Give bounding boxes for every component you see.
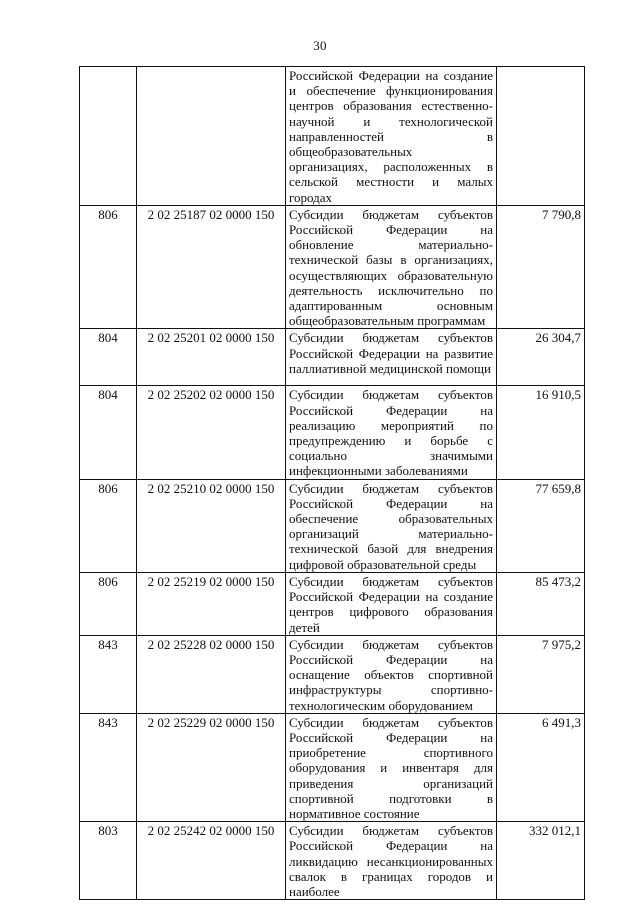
page-number: 30 — [313, 38, 327, 53]
amount-cell: 85 473,2 — [497, 572, 585, 635]
budget-classification-code-cell: 2 02 25201 02 0000 150 — [137, 329, 286, 386]
amount-cell: 77 659,8 — [497, 479, 585, 572]
table-row — [80, 635, 585, 713]
table-row — [80, 572, 585, 635]
budget-classification-code-cell: 2 02 25219 02 0000 150 — [137, 572, 286, 635]
budget-classification-code-cell: 2 02 25202 02 0000 150 — [137, 386, 286, 479]
table-row — [80, 713, 585, 821]
budget-classification-code-cell: 2 02 25228 02 0000 150 — [137, 635, 286, 713]
admin-code-cell — [80, 67, 137, 206]
admin-code-cell: 806 — [80, 572, 137, 635]
table-row — [80, 67, 585, 206]
table-row — [80, 386, 585, 479]
admin-code-cell: 806 — [80, 479, 137, 572]
income-description-cell: Субсидии бюджетам субъектов Российской Федерации на развитие паллиативной медицинской помощи — [286, 329, 497, 386]
budget-classification-code-cell: 2 02 25210 02 0000 150 — [137, 479, 286, 572]
income-description-cell: Российской Федерации на создание и обеспечение функционирования центров образования естественно-научной и технологической направленностей в общеобразовательных организациях, расположенных в сельской местности и малых городах — [286, 67, 497, 206]
table-row — [80, 822, 585, 900]
income-description-cell: Субсидии бюджетам субъектов Российской Федерации на реализацию мероприятий по предупреждению и борьбе с социально значимыми инфекционными заболеваниями — [286, 386, 497, 479]
amount-cell: 7 790,8 — [497, 205, 585, 329]
admin-code-cell: 803 — [80, 822, 137, 900]
admin-code-cell: 843 — [80, 713, 137, 821]
income-description-cell: Субсидии бюджетам субъектов Российской Федерации на ликвидацию несанкционированных свалок в границах городов и наиболее — [286, 822, 497, 900]
amount-cell: 6 491,3 — [497, 713, 585, 821]
admin-code-cell: 804 — [80, 329, 137, 386]
income-description-cell: Субсидии бюджетам субъектов Российской Федерации на обеспечение образовательных организаций материально-технической базой для внедрения цифровой образовательной среды — [286, 479, 497, 572]
income-description-cell: Субсидии бюджетам субъектов Российской Федерации на обновление материально-технической базы в организациях, осуществляющих образовательную деятельность исключительно по адаптированным основным общеобразовательным программам — [286, 205, 497, 329]
amount-cell: 26 304,7 — [497, 329, 585, 386]
amount-cell: 332 012,1 — [497, 822, 585, 900]
table-row — [80, 205, 585, 329]
amount-cell: 7 975,2 — [497, 635, 585, 713]
table-row — [80, 479, 585, 572]
budget-classification-code-cell: 2 02 25242 02 0000 150 — [137, 822, 286, 900]
admin-code-cell: 806 — [80, 205, 137, 329]
budget-revenue-table — [79, 66, 585, 900]
budget-classification-code-cell — [137, 67, 286, 206]
admin-code-cell: 804 — [80, 386, 137, 479]
admin-code-cell: 843 — [80, 635, 137, 713]
income-description-cell: Субсидии бюджетам субъектов Российской Федерации на оснащение объектов спортивной инфраструктуры спортивно-технологическим оборудованием — [286, 635, 497, 713]
table-row — [80, 329, 585, 386]
budget-classification-code-cell: 2 02 25229 02 0000 150 — [137, 713, 286, 821]
amount-cell — [497, 67, 585, 206]
income-description-cell: Субсидии бюджетам субъектов Российской Федерации на создание центров цифрового образования детей — [286, 572, 497, 635]
budget-classification-code-cell: 2 02 25187 02 0000 150 — [137, 205, 286, 329]
amount-cell: 16 910,5 — [497, 386, 585, 479]
income-description-cell: Субсидии бюджетам субъектов Российской Федерации на приобретение спортивного оборудования и инвентаря для приведения организаций спортивной подготовки в нормативное состояние — [286, 713, 497, 821]
